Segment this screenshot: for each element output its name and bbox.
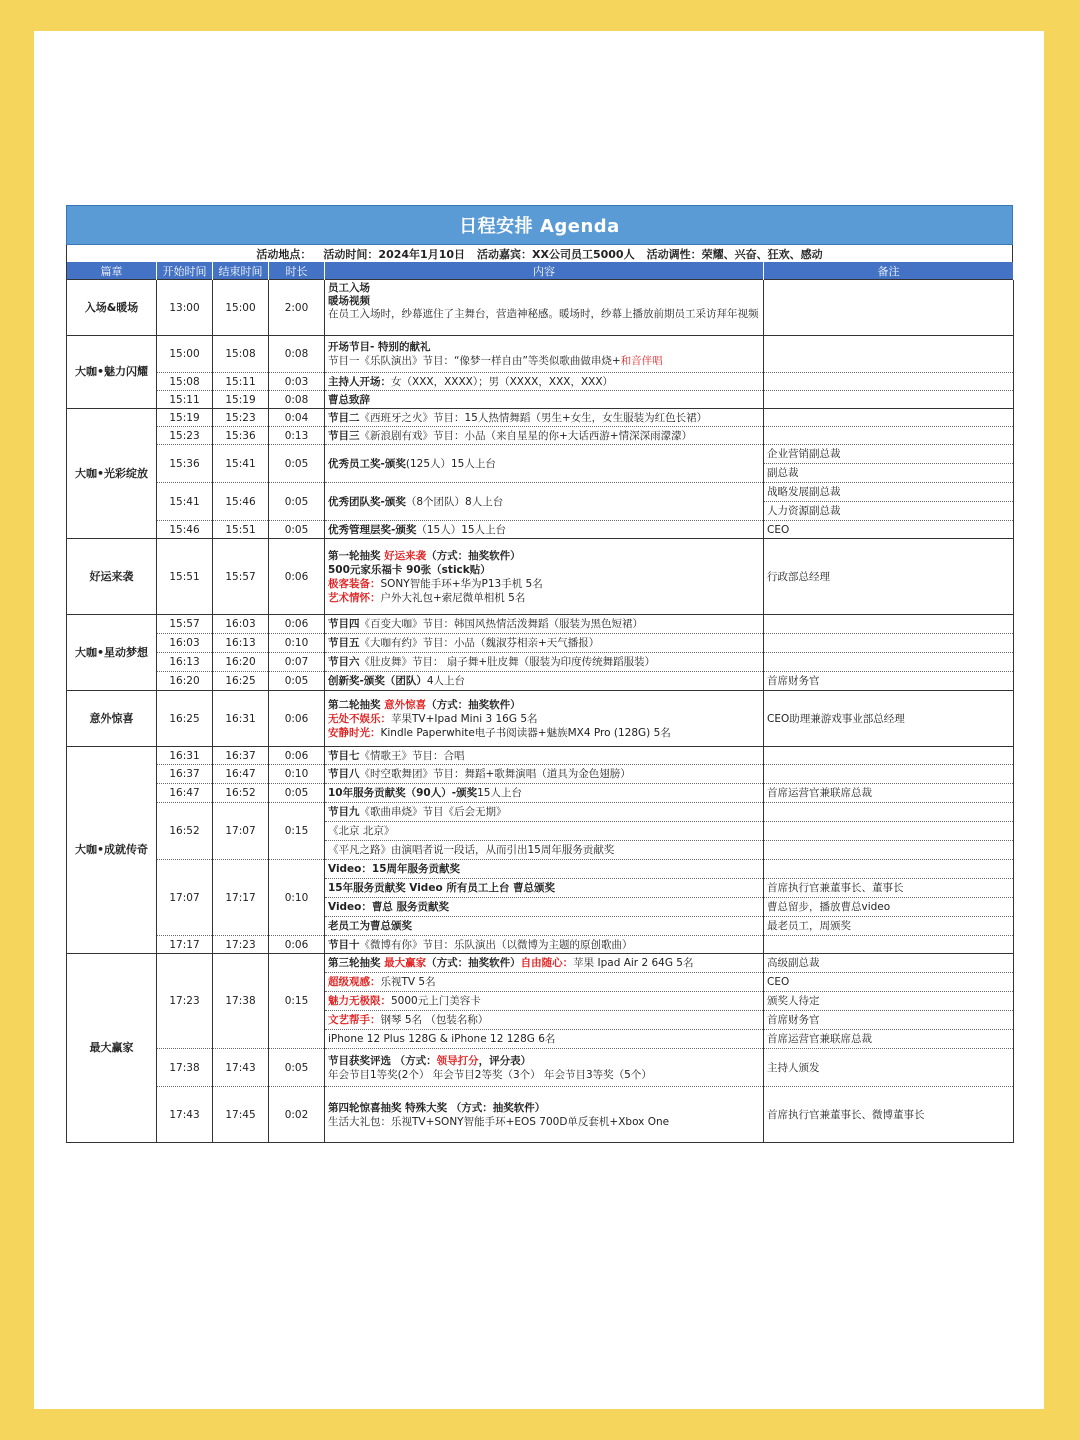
remark-cell	[764, 653, 1014, 672]
duration: 0:02	[269, 1087, 325, 1143]
duration: 0:10	[269, 634, 325, 653]
content-text: 《肚皮舞》节目： 扇子舞+肚皮舞（服装为印度传统舞蹈服装）	[359, 656, 656, 668]
remark-line: 高级副总裁	[764, 954, 1013, 973]
event-tone: 活动调性：荣耀、兴奋、狂欢、感动	[646, 247, 823, 261]
content-cell	[325, 445, 764, 483]
content-line	[325, 1011, 763, 1030]
remark-cell: 主持人颁发	[764, 1049, 1014, 1087]
remark-line: 人力资源副总裁	[767, 505, 841, 517]
duration: 0:06	[269, 539, 325, 615]
content-text: Kindle Paperwhite电子书阅读器+魅族MX4 Pro (128G) 5名	[380, 726, 671, 739]
remark-line: 战略发展副总裁	[764, 483, 1013, 502]
end-time: 17:38	[213, 954, 269, 1049]
duration: 0:05	[269, 1049, 325, 1087]
highlight-text: 自由随心：	[520, 957, 574, 969]
highlight-text: 无处不娱乐：	[328, 712, 391, 725]
duration: 0:08	[269, 391, 325, 409]
table-row	[67, 653, 1014, 672]
content-line	[328, 712, 760, 726]
table-row	[67, 539, 1014, 615]
remark-line: 首席运营官兼联席总裁	[767, 1033, 872, 1045]
duration: 0:05	[269, 784, 325, 803]
content-line: 《平凡之路》由演唱者说一段话，从而引出15周年服务贡献奖	[328, 844, 615, 856]
remark-cell	[764, 409, 1014, 427]
content-label: 优秀管理层奖-颁奖	[328, 523, 417, 536]
section-label: 最大赢家	[67, 954, 157, 1143]
content-cell	[325, 615, 764, 634]
duration: 0:15	[269, 803, 325, 860]
content-cell	[325, 409, 764, 427]
content-line	[328, 591, 760, 605]
duration: 0:05	[269, 445, 325, 483]
start-time: 15:11	[157, 391, 213, 409]
duration: 0:06	[269, 747, 325, 765]
remark-cell: 首席财务官	[764, 672, 1014, 691]
remark-cell	[764, 483, 1014, 521]
end-time: 15:08	[213, 336, 269, 373]
start-time: 15:23	[157, 427, 213, 445]
content-label: 主持人开场：	[328, 375, 391, 388]
duration: 0:15	[269, 954, 325, 1049]
content-text: 5000元上门美容卡	[391, 995, 481, 1007]
end-time: 15:41	[213, 445, 269, 483]
content-label: （方式：抽奖软件）	[426, 549, 521, 562]
remark-line: 首席财务官	[764, 1011, 1013, 1030]
remark-cell	[764, 747, 1014, 765]
table-row	[67, 784, 1014, 803]
start-time: 15:19	[157, 409, 213, 427]
start-time: 16:03	[157, 634, 213, 653]
event-info-row	[66, 245, 1013, 262]
content-cell	[325, 860, 764, 936]
content-text: (125人）15人上台	[405, 457, 496, 470]
start-time: 17:38	[157, 1049, 213, 1087]
content-cell	[325, 539, 764, 615]
content-line: 第四轮惊喜抽奖 特殊大奖 （方式：抽奖软件）	[328, 1101, 546, 1114]
highlight-text: 超级观感：	[328, 976, 381, 988]
start-time: 15:36	[157, 445, 213, 483]
section-label: 入场&暖场	[67, 280, 157, 336]
content-text: 《微博有你》节目：乐队演出（以微博为主题的原创歌曲）	[359, 938, 633, 951]
content-text: 苹果 Ipad Air 2 64G 5名	[573, 957, 694, 969]
end-time: 16:03	[213, 615, 269, 634]
remark-cell	[764, 373, 1014, 391]
duration: 0:08	[269, 336, 325, 373]
content-label: 优秀员工奖-颁奖	[328, 457, 406, 470]
end-time: 15:23	[213, 409, 269, 427]
start-time: 16:47	[157, 784, 213, 803]
duration: 0:04	[269, 409, 325, 427]
start-time: 15:00	[157, 336, 213, 373]
content-text: 乐视TV 5名	[380, 976, 436, 988]
highlight-text: 好运来袭	[384, 549, 427, 562]
content-line: 15年服务贡献奖 Video 所有员工上台 曹总颁奖	[325, 879, 763, 898]
highlight-text: 极客装备：	[328, 577, 381, 590]
content-text: 《情歌王》节目：合唱	[359, 749, 465, 762]
remark-cell	[764, 634, 1014, 653]
content-text: 钢琴 5名 （包装名称）	[380, 1014, 489, 1026]
content-cell	[325, 373, 764, 391]
content-line	[328, 698, 760, 712]
table-row	[67, 409, 1014, 427]
duration: 0:06	[269, 936, 325, 954]
table-row	[67, 936, 1014, 954]
content-label: 节目九	[328, 806, 360, 818]
content-line	[328, 549, 760, 563]
content-text: 《歌曲串烧》节目《后会无期》	[359, 806, 507, 818]
content-cell	[325, 784, 764, 803]
header-content: 内容	[325, 262, 764, 280]
start-time: 16:37	[157, 765, 213, 784]
end-time: 16:31	[213, 691, 269, 747]
header-duration: 时长	[269, 262, 325, 280]
end-time: 16:52	[213, 784, 269, 803]
header-start: 开始时间	[157, 262, 213, 280]
duration: 0:13	[269, 427, 325, 445]
table-row	[67, 747, 1014, 765]
table-row	[67, 954, 1014, 1049]
content-cell	[325, 691, 764, 747]
duration: 0:06	[269, 615, 325, 634]
highlight-text: 安静时光：	[328, 726, 381, 739]
content-label: 节目三	[328, 429, 360, 442]
start-time: 17:23	[157, 954, 213, 1049]
start-time: 16:25	[157, 691, 213, 747]
section-label: 大咖•成就传奇	[67, 747, 157, 954]
remark-line: 颁奖人待定	[764, 992, 1013, 1011]
content-label: 优秀团队奖-颁奖	[328, 495, 406, 508]
content-text: 15人上台	[477, 787, 522, 799]
content-cell: 曹总致辞	[325, 391, 764, 409]
content-cell	[325, 634, 764, 653]
start-time: 15:08	[157, 373, 213, 391]
table-header-row	[67, 262, 1014, 280]
duration: 0:05	[269, 483, 325, 521]
content-line: 开场节目- 特别的献礼	[328, 341, 431, 353]
content-line	[328, 354, 760, 368]
end-time: 17:17	[213, 860, 269, 936]
section-label: 大咖•光彩绽放	[67, 409, 157, 539]
start-time: 15:46	[157, 521, 213, 539]
remark-line	[764, 822, 1013, 841]
content-text: 《时空歌舞团》节目：舞蹈+歌舞演唱（道具为金色翅膀）	[359, 768, 631, 780]
start-time: 13:00	[157, 280, 213, 336]
content-text: 《西班牙之火》节目：15人热情舞蹈（男生+女生，女生服装为红色长裙）	[359, 411, 708, 424]
section-label: 好运来袭	[67, 539, 157, 615]
content-text: 户外大礼包+索尼微单相机 5名	[380, 591, 526, 604]
content-cell	[325, 1087, 764, 1143]
remark-cell	[764, 445, 1014, 483]
content-cell	[325, 483, 764, 521]
event-guests: 活动嘉宾：XX公司员工5000人	[477, 247, 635, 261]
content-line: 在员工入场时，纱幕遮住了主舞台，营造神秘感。暖场时，纱幕上播放前期员工采访拜年视频	[328, 307, 759, 320]
content-line: 年会节目1等奖(2个） 年会节目2等奖（3个） 年会节目3等奖（5个）	[328, 1068, 652, 1081]
table-row	[67, 1087, 1014, 1143]
table-row	[67, 634, 1014, 653]
table-row	[67, 691, 1014, 747]
remark-cell: CEO助理兼游戏事业部总经理	[764, 691, 1014, 747]
content-line	[328, 577, 760, 591]
start-time: 15:51	[157, 539, 213, 615]
end-time: 16:47	[213, 765, 269, 784]
content-cell	[325, 427, 764, 445]
content-label: 第一轮抽奖	[328, 549, 385, 562]
remark-cell: 首席执行官兼董事长、微博董事长	[764, 1087, 1014, 1143]
duration: 0:06	[269, 691, 325, 747]
content-line: 暖场视频	[328, 294, 370, 307]
content-label: 节目八	[328, 768, 360, 780]
start-time: 17:43	[157, 1087, 213, 1143]
content-text: 4人上台	[426, 675, 466, 687]
content-text: 《百变大咖》节目：韩国风热情活泼舞蹈（服装为黑色短裙）	[359, 618, 643, 630]
end-time: 17:45	[213, 1087, 269, 1143]
content-line: 生活大礼包：乐视TV+SONY智能手环+EOS 700D单反套机+Xbox One	[328, 1115, 670, 1128]
content-label: 节目二	[328, 411, 360, 424]
content-line	[328, 726, 760, 740]
content-label: 节目六	[328, 656, 360, 668]
content-label: 节目获奖评选 （方式：	[328, 1054, 437, 1067]
remark-cell	[764, 615, 1014, 634]
duration: 0:05	[269, 521, 325, 539]
end-time: 17:43	[213, 1049, 269, 1087]
content-text: （8个团队）8人上台	[405, 495, 504, 508]
remark-cell	[764, 954, 1014, 1049]
end-time: 15:57	[213, 539, 269, 615]
table-row	[67, 427, 1014, 445]
section-label: 大咖•魅力闪耀	[67, 336, 157, 409]
table-row	[67, 373, 1014, 391]
content-line: iPhone 12 Plus 128G & iPhone 12 128G 6名	[328, 1033, 556, 1045]
content-line: Video：15周年服务贡献奖	[325, 860, 763, 879]
content-line	[325, 992, 763, 1011]
table-row	[67, 521, 1014, 539]
content-text: 女（XXX，XXXX）；男（XXXX，XXX，XXX）	[391, 375, 614, 388]
remark-line	[764, 841, 1013, 859]
content-text: SONY智能手环+华为P13手机 5名	[380, 577, 543, 590]
remark-cell	[764, 765, 1014, 784]
remark-line: 曹总留步，播放曹总video	[764, 898, 1013, 917]
header-remark: 备注	[764, 262, 1014, 280]
content-label: 创新奖-颁奖（团队）	[328, 675, 427, 687]
content-cell	[325, 653, 764, 672]
end-time: 15:36	[213, 427, 269, 445]
start-time: 15:41	[157, 483, 213, 521]
table-row	[67, 1049, 1014, 1087]
table-row	[67, 860, 1014, 936]
content-line	[328, 1054, 760, 1068]
content-line	[325, 803, 763, 822]
highlight-text: 意外惊喜	[384, 698, 427, 711]
remark-line: 企业营销副总裁	[764, 445, 1013, 464]
end-time: 16:20	[213, 653, 269, 672]
duration: 0:05	[269, 672, 325, 691]
content-line: 《北京 北京》	[325, 822, 763, 841]
end-time: 15:51	[213, 521, 269, 539]
content-cell	[325, 803, 764, 860]
content-line	[325, 954, 763, 973]
table-row	[67, 483, 1014, 521]
content-cell	[325, 336, 764, 373]
content-line: 500元家乐福卡 90张（stick贴）	[328, 563, 491, 576]
content-text: 苹果TV+Ipad Mini 3 16G 5名	[391, 712, 538, 725]
content-cell	[325, 672, 764, 691]
content-label: 节目十	[328, 938, 360, 951]
content-label: 节目四	[328, 618, 360, 630]
remark-cell	[764, 803, 1014, 860]
start-time: 16:31	[157, 747, 213, 765]
highlight-text: 艺术情怀：	[328, 591, 381, 604]
content-label: 节目五	[328, 637, 360, 649]
remark-cell: 首席运营官兼联席总裁	[764, 784, 1014, 803]
agenda-table	[66, 262, 1014, 1143]
content-label: ，评分表）	[478, 1054, 532, 1067]
content-cell	[325, 521, 764, 539]
end-time: 16:37	[213, 747, 269, 765]
content-label: 第二轮抽奖	[328, 698, 385, 711]
table-row	[67, 803, 1014, 860]
event-time: 活动时间：2024年1月10日	[323, 247, 465, 261]
remark-line: CEO	[764, 973, 1013, 992]
content-text: 《新浪剧有戏》节目：小品（来自星星的你+大话西游+情深深雨濛濛）	[359, 429, 693, 442]
remark-line: 副总裁	[767, 467, 799, 479]
content-text: 《大咖有约》节目：小品（魏淑芬相亲+天气播报）	[359, 637, 600, 649]
remark-cell	[764, 280, 1014, 336]
content-text: 节目一《乐队演出》节目：“像梦一样自由”等类似歌曲做串烧+	[328, 355, 621, 367]
table-row	[67, 765, 1014, 784]
content-line	[325, 973, 763, 992]
header-end: 结束时间	[213, 262, 269, 280]
content-cell	[325, 280, 764, 336]
end-time: 17:23	[213, 936, 269, 954]
event-location: 活动地点：	[256, 247, 312, 261]
content-cell	[325, 765, 764, 784]
content-line: 员工入场	[328, 281, 370, 294]
content-cell	[325, 954, 764, 1049]
content-cell	[325, 936, 764, 954]
section-label: 意外惊喜	[67, 691, 157, 747]
table-row	[67, 391, 1014, 409]
content-label: 第三轮抽奖	[328, 957, 385, 969]
content-line: 老员工为曹总颁奖	[328, 920, 412, 932]
content-label: 节目七	[328, 749, 360, 762]
highlight-text: 文艺帮手：	[328, 1014, 381, 1026]
start-time: 17:17	[157, 936, 213, 954]
agenda-title: 日程安排 Agenda	[66, 205, 1013, 245]
table-row	[67, 336, 1014, 373]
table-row	[67, 615, 1014, 634]
table-row	[67, 445, 1014, 483]
end-time: 16:25	[213, 672, 269, 691]
remark-cell	[764, 860, 1014, 936]
header-section: 篇章	[67, 262, 157, 280]
remark-cell	[764, 336, 1014, 373]
agenda-sheet	[66, 205, 1013, 1143]
remark-line: 最老员工，周颁奖	[767, 920, 851, 932]
end-time: 15:19	[213, 391, 269, 409]
remark-cell	[764, 936, 1014, 954]
remark-cell	[764, 427, 1014, 445]
end-time: 17:07	[213, 803, 269, 860]
remark-line	[764, 803, 1013, 822]
end-time: 15:46	[213, 483, 269, 521]
remark-line	[764, 860, 1013, 879]
start-time: 16:52	[157, 803, 213, 860]
content-cell	[325, 1049, 764, 1087]
highlight-text: 领导打分	[436, 1054, 479, 1067]
highlight-text: 最大赢家	[384, 957, 427, 969]
remark-line: 首席执行官兼董事长、董事长	[764, 879, 1013, 898]
highlight-text: 和音伴唱	[620, 355, 663, 367]
duration: 2:00	[269, 280, 325, 336]
remark-cell: 行政部总经理	[764, 539, 1014, 615]
remark-cell: CEO	[764, 521, 1014, 539]
end-time: 15:00	[213, 280, 269, 336]
start-time: 17:07	[157, 860, 213, 936]
duration: 0:07	[269, 653, 325, 672]
content-cell	[325, 747, 764, 765]
table-row	[67, 672, 1014, 691]
content-label: 10年服务贡献奖（90人）-颁奖	[328, 787, 478, 799]
duration: 0:10	[269, 860, 325, 936]
content-label: （方式：抽奖软件）	[426, 957, 521, 969]
table-row	[67, 280, 1014, 336]
start-time: 15:57	[157, 615, 213, 634]
start-time: 16:13	[157, 653, 213, 672]
start-time: 16:20	[157, 672, 213, 691]
section-label: 大咖•星动梦想	[67, 615, 157, 691]
remark-cell	[764, 391, 1014, 409]
end-time: 15:11	[213, 373, 269, 391]
highlight-text: 魅力无极限：	[328, 995, 391, 1007]
content-label: （方式：抽奖软件）	[426, 698, 521, 711]
content-text: （15人）15人上台	[416, 523, 507, 536]
duration: 0:03	[269, 373, 325, 391]
end-time: 16:13	[213, 634, 269, 653]
duration: 0:10	[269, 765, 325, 784]
content-line: Video：曹总 服务贡献奖	[325, 898, 763, 917]
